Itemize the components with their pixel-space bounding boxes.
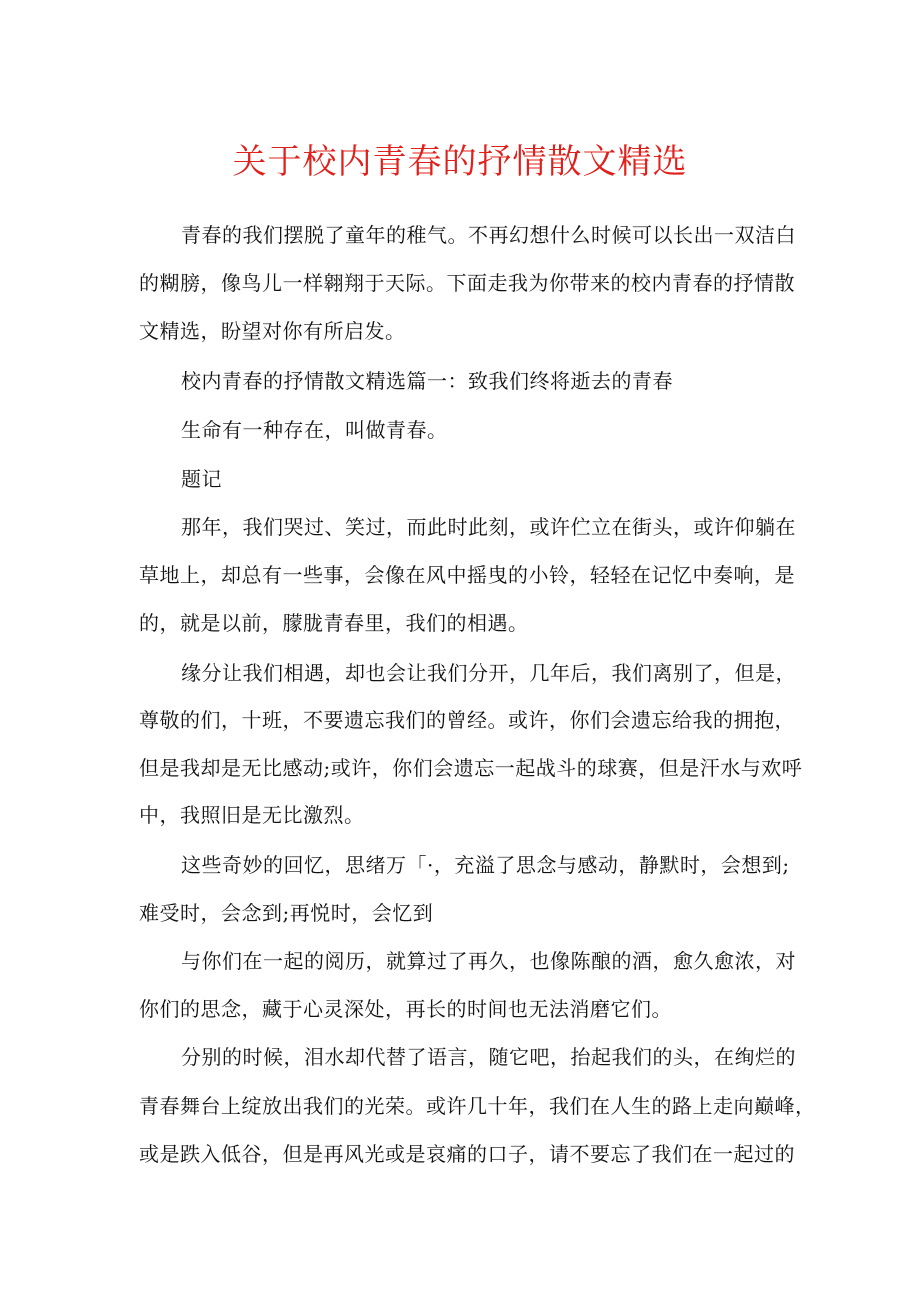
paragraph-line: 缘分让我们相遇，却也会让我们分开，几年后，我们离别了，但是， [181,661,796,685]
paragraph-line: 的糊膀，像鸟儿一样翱翔于天际。下面走我为你带来的校内青春的抒情散 [139,271,795,295]
paragraph-line: 尊敬的们，十班，不要遗忘我们的曾经。或许，你们会遗忘给我的拥抱， [139,708,795,732]
document-title: 关于校内青春的抒情散文精选 [232,142,688,182]
paragraph-line: 这些奇妙的回忆，思绪万「·，充溢了思念与感动，静默时，会想到; [181,853,790,877]
paragraph-line: 生命有一种存在，叫做青春。 [181,418,448,442]
paragraph-line: 的，就是以前，朦胧青春里，我们的相遇。 [139,611,529,635]
paragraph-line: 那年，我们哭过、笑过，而此时此刻，或许伫立在街头，或许仰躺在 [181,515,796,539]
paragraph-line: 草地上，却总有一些事，会像在风中摇曳的小铃，轻轻在记忆中奏响，是 [139,563,795,587]
paragraph-line: 文精选，盼望对你有所启发。 [139,319,406,343]
paragraph-line: 与你们在一起的阅历，就算过了再久，也像陈酿的酒，愈久愈浓，对 [181,949,796,973]
paragraph-line: 分别的时候，泪水却代替了语言，随它吧，抬起我们的头，在绚烂的 [181,1045,796,1069]
paragraph-line: 青春舞台上绽放出我们的光荣。或许几十年，我们在人生的路上走向巅峰， [139,1094,816,1118]
paragraph-line: 青春的我们摆脱了童年的稚气。不再幻想什么时候可以长出一双洁白 [181,223,796,247]
epigraph-label: 题记 [181,467,222,491]
paragraph-line: 难受时，会念到;再悦时，会忆到 [139,901,434,925]
paragraph-line: 中，我照旧是无比激烈。 [139,803,365,827]
paragraph-line: 你们的思念，藏于心灵深处，再长的时间也无法消磨它们。 [139,997,672,1021]
section-heading: 校内青春的抒情散文精选篇一：致我们终将逝去的青春 [181,369,673,393]
paragraph-line: 或是跌入低谷，但是再风光或是哀痛的口子，请不要忘了我们在一起过的 [139,1142,795,1166]
paragraph-line: 但是我却是无比感动;或许，你们会遗忘一起战斗的球赛，但是汗水与欢呼 [139,756,803,780]
